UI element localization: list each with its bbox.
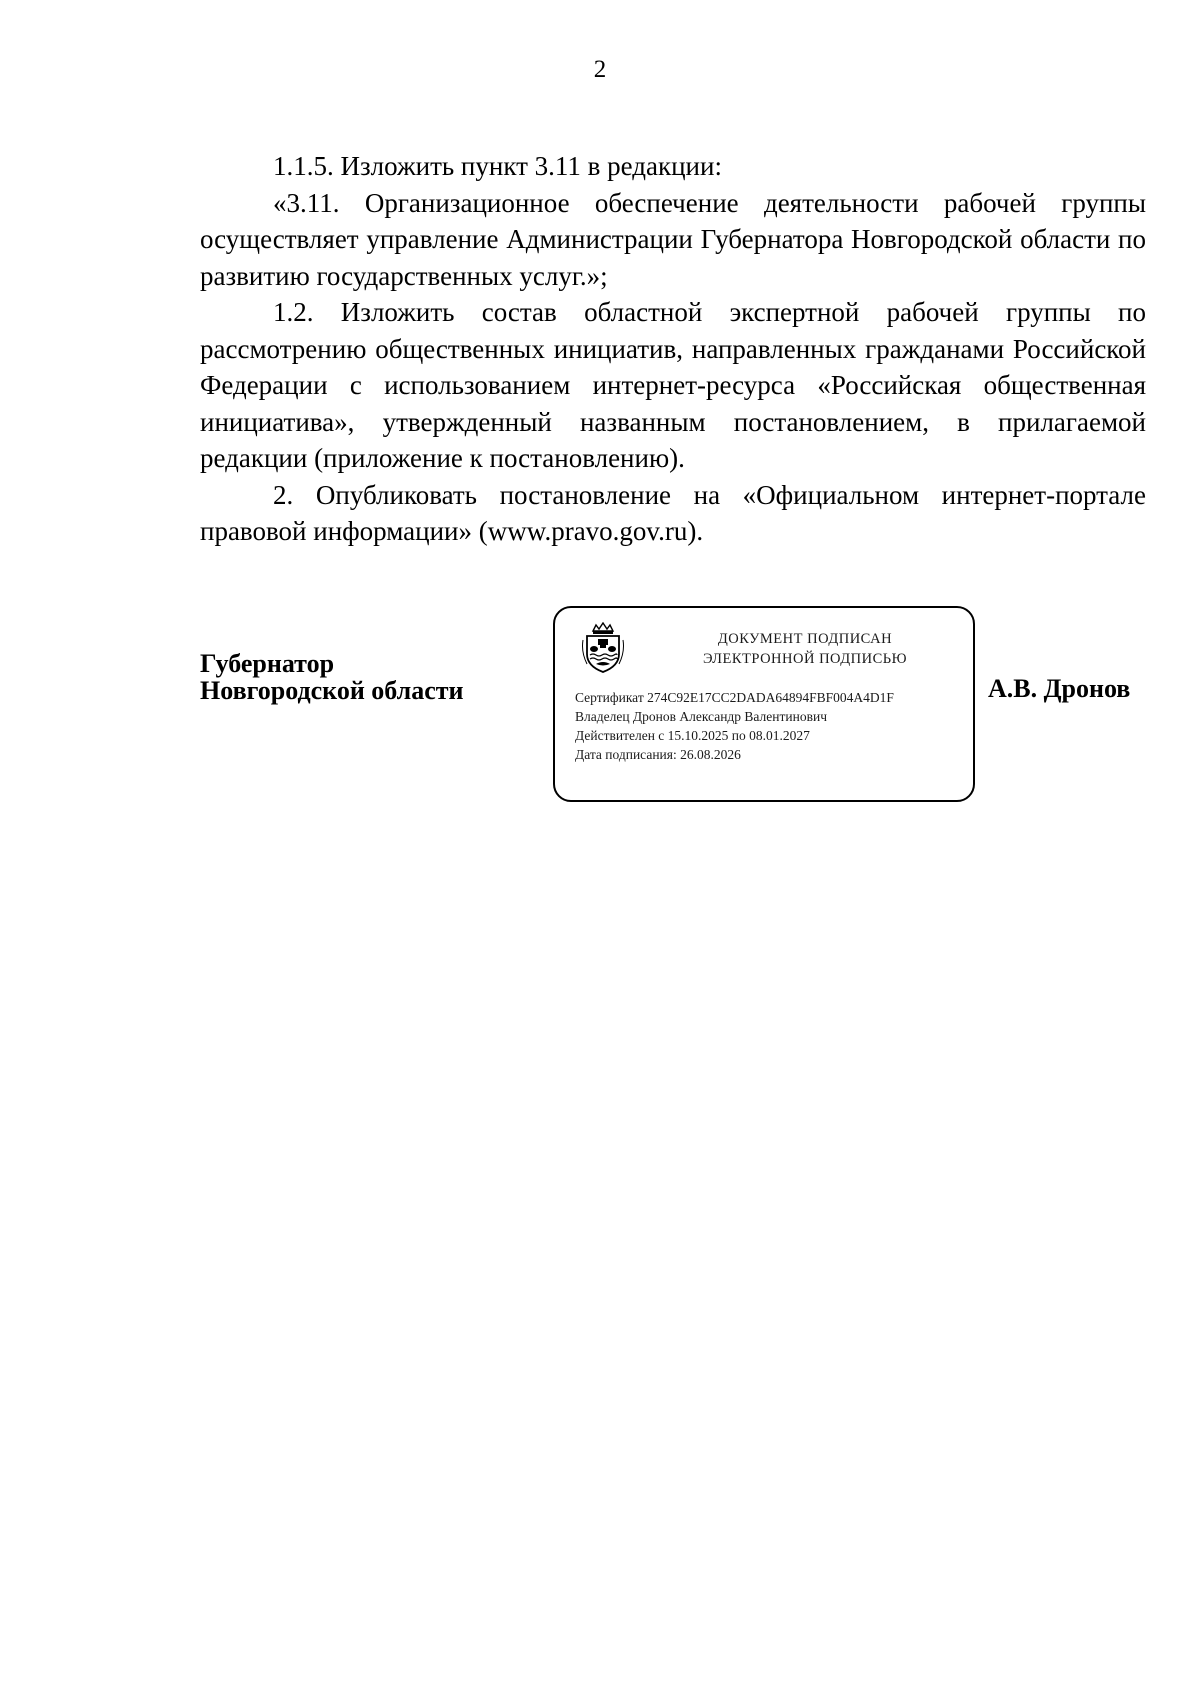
page-number: 2 [593, 56, 607, 83]
electronic-signature-stamp [553, 606, 975, 802]
stamp-signed-date: Дата подписания: 26.08.2026 [575, 747, 741, 762]
paragraph-1-1-5: 1.1.5. Изложить пункт 3.11 в редакции: [273, 151, 722, 181]
signer-name: А.В. Дронов [988, 674, 1131, 703]
paragraph-2: 2. Опубликовать постановление на «Официальном интернет-портале правовой информации» (www.pravo.gov.ru). [200, 479, 1146, 546]
stamp-details [575, 688, 970, 764]
paragraph-1-2: 1.2. Изложить состав областной экспертной рабочей группы по рассмотрению общественных инициатив, направленных гражданами Российской Федерации с использованием интернет-ресурса «Российская общественная инициатива», утвержденный названным постановлением, в прилагаемой редакции (приложение к постановлению). [200, 297, 1146, 473]
stamp-certificate: Сертификат 274C92E17CC2DADA64894FBF004A4D1F [575, 690, 894, 705]
stamp-owner: Владелец Дронов Александр Валентинович [575, 709, 827, 724]
novgorod-coat-of-arms-icon [581, 622, 625, 674]
stamp-validity: Действителен с 15.10.2025 по 08.01.2027 [575, 728, 810, 743]
signer-title [200, 650, 464, 704]
document-body [200, 148, 1146, 550]
stamp-header-line1: ДОКУМЕНТ ПОДПИСАН [717, 631, 893, 647]
stamp-header [655, 629, 955, 669]
signer-title-line1: Губернатор [200, 649, 335, 678]
paragraph-3-11-text: «3.11. Организационное обеспечение деятельности рабочей группы осуществляет управление Администрации Губернатора Новгородской области по развитию государственных услуг.»; [200, 187, 1146, 291]
stamp-header-line2: ЭЛЕКТРОННОЙ ПОДПИСЬЮ [702, 651, 908, 667]
signer-title-line2: Новгородской области [200, 676, 464, 705]
